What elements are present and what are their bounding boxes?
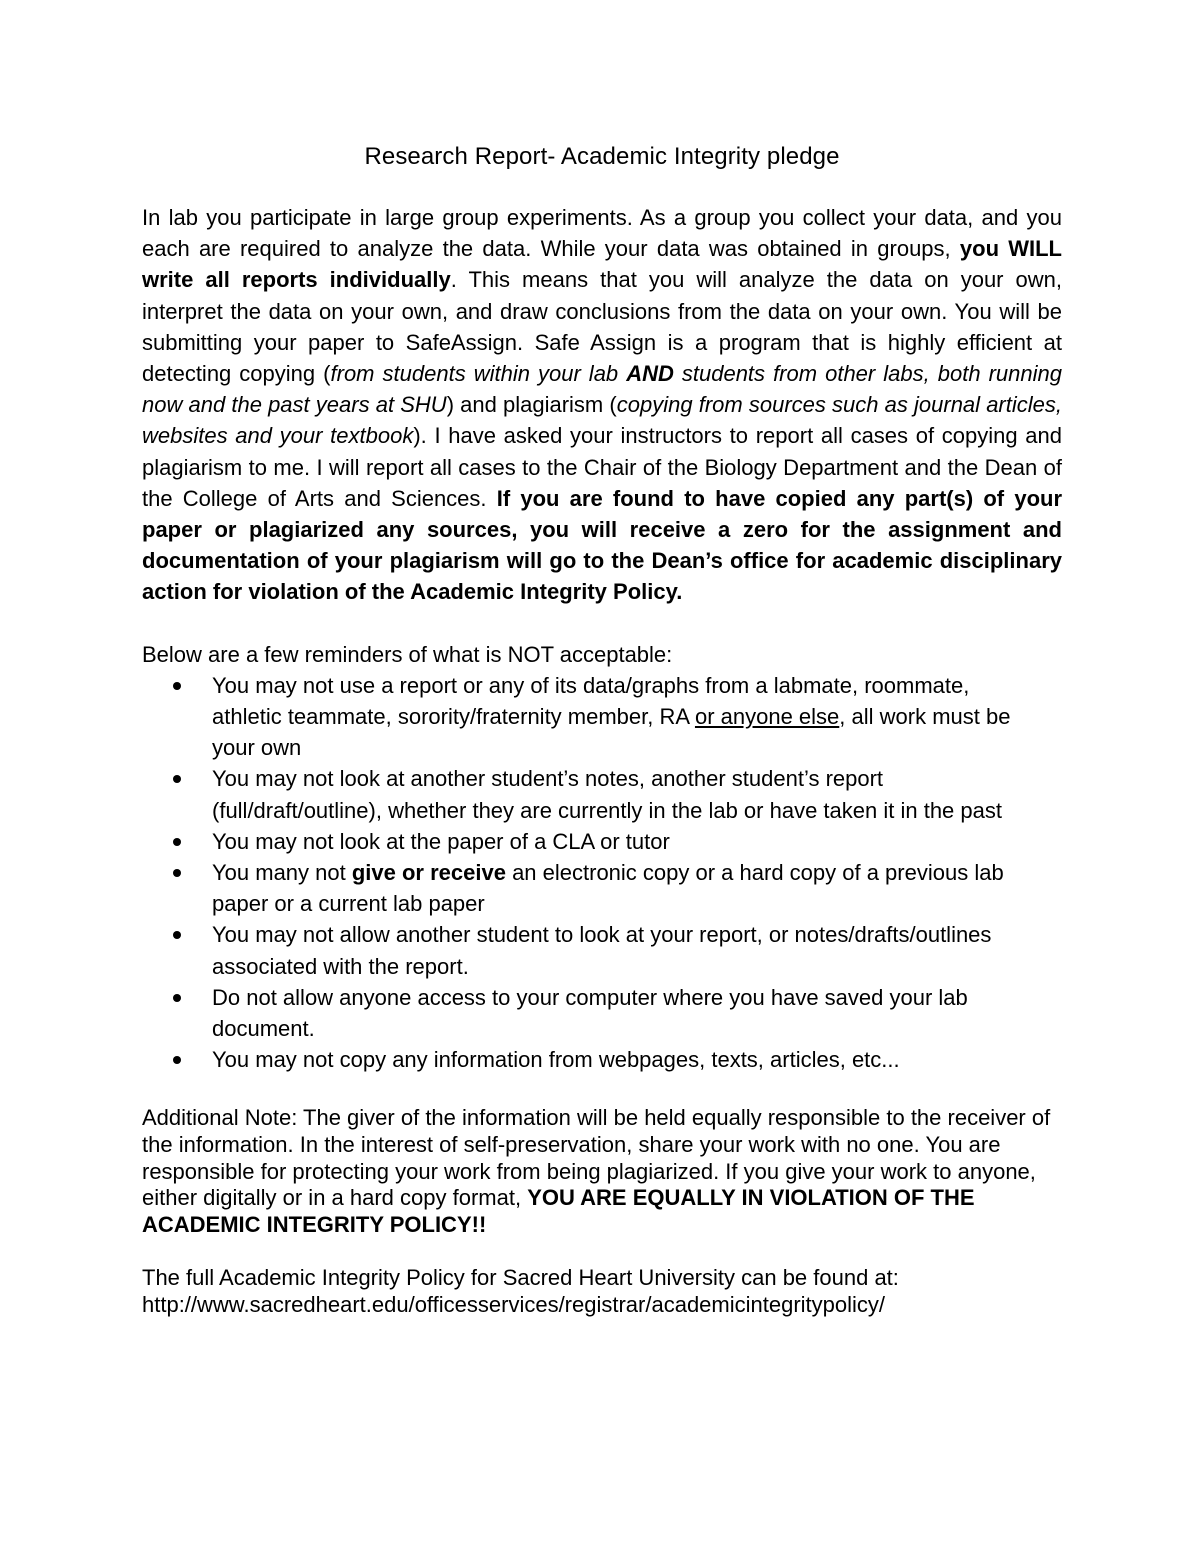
intro-text-4: ). I have asked your instructors to report all cases of copying and plagiarism to me. I will report all cases to the Chair of the Biology Department and the Dean of the College of Arts and Sciences. xyxy=(142,423,1062,511)
document-page xyxy=(142,140,1062,1319)
intro-text-2: . This means that you will analyze the data on your own, interpret the data on your own, and draw conclusions from the data on your own. You will be submitting your paper to SafeAssign. Safe Assign is a program that is highly efficient at detecting copying ( xyxy=(142,267,1063,387)
intro-text-3: ) and plagiarism ( xyxy=(446,392,617,418)
bullet-icon xyxy=(173,775,181,783)
reminders-intro: Below are a few reminders of what is NOT acceptable: xyxy=(142,641,673,667)
list-item-text: You may not use a report or any of its data/graphs from a labmate, roommate, athletic teammate, sorority/fraternity member, RA xyxy=(212,672,970,730)
policy-text: The full Academic Integrity Policy for Sacred Heart University can be found at: xyxy=(142,1265,899,1291)
list-item-text: Do not allow anyone access to your computer where you have saved your lab document. xyxy=(212,984,968,1042)
list-item-bold: give or receive xyxy=(351,860,506,886)
document-title: Research Report- Academic Integrity pledge xyxy=(364,143,840,170)
intro-bold-warning: If you are found to have copied any part(s) of your paper or plagiarized any sources, you will receive a zero for the assignment and documentation of your plagiarism will go to the Dean’s office for academic disciplinary action for violation of the Academic Integrity Policy. xyxy=(142,485,1063,605)
list-item-underline: or anyone else xyxy=(694,704,840,730)
list-item-text: You may not allow another student to look at your report, or notes/drafts/outlines associated with the report. xyxy=(212,922,992,979)
bullet-icon xyxy=(173,994,181,1002)
list-item xyxy=(142,763,1062,825)
intro-bold-italic-and: AND xyxy=(626,361,674,387)
intro-paragraph xyxy=(142,202,1062,608)
list-item xyxy=(142,1044,1062,1075)
intro-italic-1: from students within your lab xyxy=(330,361,627,387)
intro-italic-3: copying from sources such as journal articles, websites and your textbook xyxy=(142,392,1062,449)
bullet-icon xyxy=(173,869,181,877)
list-item-text: an electronic copy or a hard copy of a previous lab paper or a current lab paper xyxy=(212,860,1004,917)
policy-url: http://www.sacredheart.edu/officesservices/registrar/academicintegritypolicy/ xyxy=(142,1292,886,1318)
list-item-text: You may not look at another student’s notes, another student’s report (full/draft/outline), whether they are currently in the lab or have taken it in the past xyxy=(212,766,1002,823)
bullet-icon xyxy=(173,682,181,690)
list-item xyxy=(142,670,1062,764)
list-item-text: You may not copy any information from webpages, texts, articles, etc... xyxy=(212,1047,900,1073)
policy-paragraph xyxy=(142,1265,1062,1318)
list-item-text: You may not look at the paper of a CLA or tutor xyxy=(212,828,670,854)
intro-text-1: In lab you participate in large group experiments. As a group you collect your data, and you each are required to analyze the data. While your data was obtained in groups, xyxy=(142,205,1062,262)
reminders-list xyxy=(142,670,1062,1076)
list-item xyxy=(142,857,1062,919)
list-item xyxy=(142,826,1062,857)
bullet-icon xyxy=(173,931,181,939)
list-item-text: , all work must be your own xyxy=(212,704,1011,761)
list-item-text: You many not xyxy=(212,860,352,886)
intro-bold-individually: you WILL write all reports individually xyxy=(142,236,1062,293)
note-bold-warning: YOU ARE EQUALLY IN VIOLATION OF THE ACADEMIC INTEGRITY POLICY!! xyxy=(142,1185,975,1237)
intro-italic-2: students from other labs, both running now and the past years at SHU xyxy=(142,361,1062,418)
bullet-icon xyxy=(173,838,181,846)
list-item xyxy=(142,919,1062,981)
bullet-icon xyxy=(173,1056,181,1064)
list-item xyxy=(142,982,1062,1044)
additional-note xyxy=(142,1105,1062,1238)
note-text: Additional Note: The giver of the information will be held equally responsible to the receiver of the information. In the interest of self-preservation, share your work with no one. You are responsible for protecting your work from being plagiarized. If you give your work to anyone, either digitally or in a hard copy format, xyxy=(142,1105,1051,1211)
